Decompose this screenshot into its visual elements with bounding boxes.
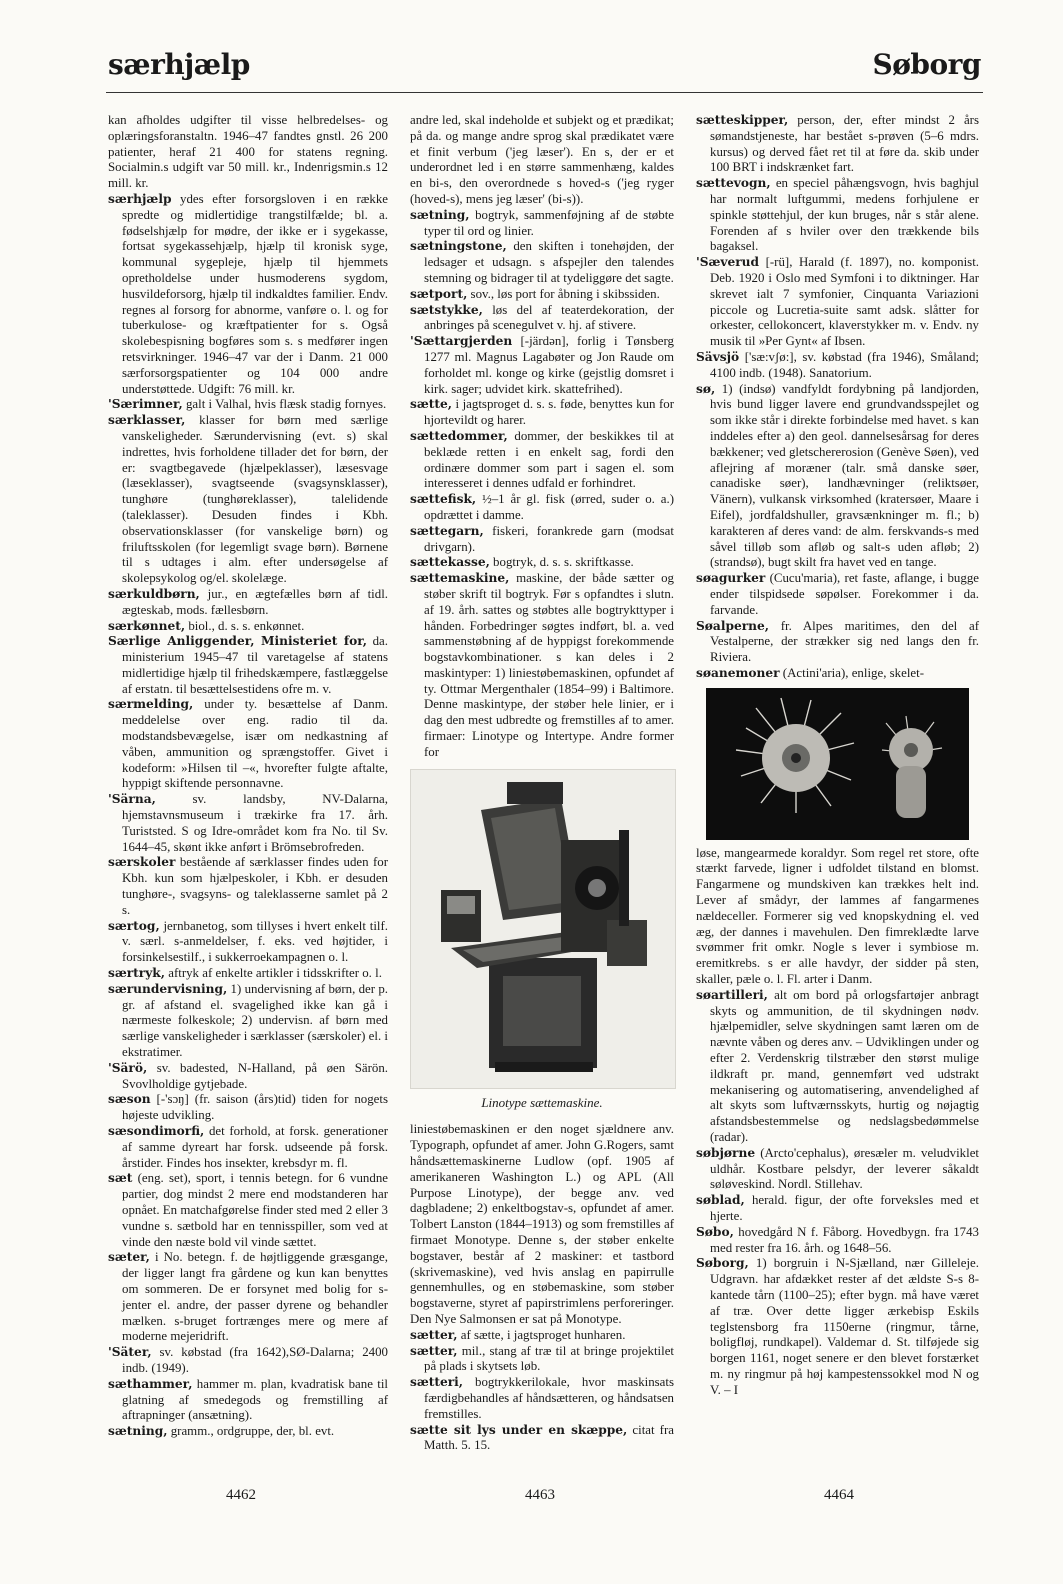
dictionary-entry xyxy=(108,634,388,697)
entry-headword: særklasser, xyxy=(108,413,186,428)
entry-text: (Arcto'cephalus), øresæler m. veludviklet uldhår. Kostbare pelsdyr, der leverer såkaldt søløveskind. Nordl. Stillehav. xyxy=(710,1145,979,1192)
entry-text: af sætte, i jagtsproget hunharen. xyxy=(457,1327,626,1342)
entry-headword: 'Særimner, xyxy=(108,397,183,412)
sea-anemone-illustration xyxy=(706,688,969,840)
entry-headword: sættefisk, xyxy=(410,492,477,507)
entry-headword: særskoler xyxy=(108,855,176,870)
entry-text: kan afholdes udgifter til visse helbredelses- og oplæringsforanstaltn. 1946–47 fandtes gnstl. 26 200 patienter, heraf 21 400 for statens regning. Socialmin.s udgift var 50 mill. kr., Indenrigsmin.s 12 mill. kr. xyxy=(108,113,388,191)
entry-text: herald. figur, der ofte forveksles med et hjerte. xyxy=(710,1193,979,1224)
entry-text: [-rü], Harald (f. 1897), no. komponist. Deb. 1920 i Oslo med Symfoni i to diktninger. Har skrevet ialt 7 symfonier, Cinquanta Variazioni piccole og Lucretia-suite samt adsk. slåtter for orkester, cellokoncert, klaverstykker m. v. Endv. ny musik til »Per Gynt« af Ibsen. xyxy=(710,255,979,349)
dictionary-entry xyxy=(108,697,388,792)
dictionary-entry xyxy=(108,1124,388,1171)
entry-text: bogtryk, sammenføjning af de støbte typer til ord og linier. xyxy=(424,207,674,238)
entry-headword: sættekasse, xyxy=(410,555,490,570)
entry-headword: sætstykke, xyxy=(410,302,483,317)
entry-text: den skiften i tonehøjden, der ledsager et udsagn. s afspejler den talendes stemning og bidrager til at tydeliggøre det sagte. xyxy=(424,239,674,285)
page-number-left: 4462 xyxy=(226,1487,256,1503)
dictionary-entry xyxy=(696,1146,979,1193)
dictionary-entry xyxy=(696,619,979,666)
entry-text: bogtrykkerilokale, hvor maskinsats færdigbehandles af håndsætteren, og håndsatsen fremstilles. xyxy=(424,1375,674,1421)
dictionary-entry xyxy=(410,524,674,556)
entry-headword: 'Särna, xyxy=(108,792,156,807)
entry-headword: sætning, xyxy=(108,1424,168,1439)
entry-headword: 'Säter, xyxy=(108,1345,152,1360)
entry-headword: sæthammer, xyxy=(108,1376,193,1391)
entry-text: sv. landsby, NV-Dalarna, hjemstavnsmuseum i trækirke fra 17. årh. Turiststed. S og Idre-området kom fra No. til Sv. 1644–45, skønt ikke anført i Brömsebrofreden. xyxy=(122,792,388,854)
dictionary-entry xyxy=(410,1375,674,1422)
dictionary-entry xyxy=(696,571,979,618)
dictionary-entry xyxy=(696,988,979,1146)
dictionary-entry xyxy=(108,1092,388,1124)
dictionary-entry xyxy=(108,855,388,918)
entry-text: maskine, der både sætter og støber skrift til bogtryk. Før s opfandtes i slutn. af 19. årh. sattes og støbtes alle bogtrykttyper i hånden. Forbedringer søgtes indført, bl. a. ved sammenstøbning af de hyppigst forekommende bogstavkombinationer. s kan deles i 2 maskintyper: 1) liniestøbemaskinen, opfundet af ty. Ottmar Mergenthaler (1854–99) i Baltimore. Denne maskintype, der støber hele linier, er i dag den mest udbredte og fremstilles af to amer. firmaer: Linotype og Intertype. Andre former for xyxy=(424,571,674,759)
dictionary-entry xyxy=(696,350,979,382)
entry-text: alt om bord på orlogsfartøjer anbragt skyts og ammunition, de til skydningen nødv. hjælpemidler, selve skydningen samt læren om de nævnte våben og deres anv. – Udviklingen under og efter 2. Verdenskrig tilstræber den størst mulige ildkraft pr. mand, gennemført ved udstrakt mekanisering og automatisering, anvendelighed af alt skyts som luftværnsskyts, hurtig og nøjagtig afstandsbestemmelse og nedslagsbedømmelse (radar). xyxy=(710,987,979,1145)
entry-text: ½–1 år gl. fisk (ørred, suder o. a.) opdrættet i damme. xyxy=(424,492,674,522)
running-head-right: Søborg xyxy=(872,48,981,81)
entry-headword: særtog, xyxy=(108,918,160,933)
entry-headword: sætte, xyxy=(410,397,453,412)
entry-text: klasser for børn med særlige vanskeligheder. Særundervisning (evt. s) skal indrettes, hvis forholdene tillader det for børn, der er: svagtbegavede (hjælpeklasser), læsesvage (læseklasser), svagtseende (svagsynsklasser), tunghøre (tunghøreklasser), talelidende (taleklasser). Desuden findes i Kbh. observationsklasser (for vanskelige børn) og friluftsskolen (for legemligt svage børn). Børnene til s udtages i alm. efter undersøgelse af skolepsykolog og/el. skolelæge. xyxy=(122,413,388,586)
entry-headword: sættevogn, xyxy=(696,176,771,191)
dictionary-entry xyxy=(696,666,979,682)
column-1 xyxy=(108,113,388,1440)
dictionary-entry xyxy=(410,571,674,761)
entry-headword: søanemoner xyxy=(696,665,780,680)
dictionary-entry xyxy=(410,492,674,524)
entry-text: gramm., ordgruppe, der, bl. evt. xyxy=(167,1424,335,1439)
entry-text: fiskeri, forankrede garn (modsat drivgarn). xyxy=(424,523,674,554)
entry-headword: sættemaskine, xyxy=(410,571,510,586)
entry-text: en speciel påhængsvogn, hvis baghjul har normalt luftgummi, medens forhjulene er spinkle støttehjul, der kun bruges, når s står alene. Forenden af s hviler over den trækkende bils bagaksel. xyxy=(710,176,979,254)
entry-text: (eng. set), sport, i tennis betegn. for 6 vundne partier, dog mindst 2 mere end modstanderen har opnået. En matchafgørelse finder sted med 2 eller 3 vundne s. sætbold har en tennisspiller, som ved at vinde den næste bold vil vinde sættet. xyxy=(122,1171,388,1249)
column-2 xyxy=(410,113,674,1454)
dictionary-entry xyxy=(108,919,388,966)
column-1-entries xyxy=(108,113,388,1440)
header-rule xyxy=(106,92,983,93)
page-number-right: 4464 xyxy=(824,1487,854,1503)
entry-text: sv. købstad (fra 1642),SØ-Dalarna; 2400 indb. (1949). xyxy=(122,1345,388,1375)
entry-headword: 'Sættargjerden xyxy=(410,334,513,349)
entry-text: jur., en ægtefælles børn af tidl. ægteskab, mods. fællesbørn. xyxy=(122,586,388,617)
entry-headword: søartilleri, xyxy=(696,987,768,1002)
dictionary-entry xyxy=(696,176,979,255)
dictionary-entry xyxy=(108,192,388,397)
dictionary-entry xyxy=(410,1328,674,1344)
dictionary-entry xyxy=(696,846,979,988)
entry-text: bogtryk, d. s. s. skriftkasse. xyxy=(489,555,634,570)
linotype-machine-image xyxy=(410,769,676,1089)
entry-headword: Søborg, xyxy=(696,1256,749,1271)
entry-text: jernbanetog, som tillyses i hvert enkelt tilf. v. særl. s-anmeldelser, f. eks. ved højtider, i forsinkelsestilf., i sukkerroekampagnen o. l. xyxy=(122,918,388,965)
entry-text: 1) borgruin i N-Sjælland, nær Gilleleje. Udgravn. har afdækket rester af det ældste S-s 8-kantede tårn (1100–25); efter bygn. må have været af træ. Over dette ligger ærkebisp Eskils teglstensborg fra 1150erne (ringmur, tårne, boligfløj, rundkapel). Valdemar d. St. tilføjede sig borgen 1161, noget senere er den blevet forstærket m. ny ringmur på høj kampestenssokkel mod N og V. – I xyxy=(710,1256,979,1397)
entry-text: sv. badested, N-Halland, på øen Särön. Svovlholdige gytjebade. xyxy=(122,1060,388,1091)
entry-headword: Søalperne, xyxy=(696,618,770,633)
entry-text: da. ministerium 1945–47 til varetagelse af statens midlertidige hjælp til frihedskæmpere, fastlæggelse af erstatn. til besættelsestidens ofre m. v. xyxy=(122,634,388,696)
entry-text: hammer m. plan, kvadratisk bane til glatning af smedegods og fremstilling af aftrapninger (ansætning). xyxy=(122,1376,388,1423)
dictionary-entry xyxy=(108,982,388,1061)
dictionary-entry xyxy=(410,239,674,286)
dictionary-entry xyxy=(410,303,674,335)
entry-text: sov., løs port for åbning i skibssiden. xyxy=(467,286,660,301)
entry-text: fr. Alpes maritimes, den del af Vestalperne, der strækker sig ned langs den fr. Riviera. xyxy=(710,618,979,665)
entry-text: person, der, efter mindst 2 års sømandstjeneste, har bestået s-prøven (5–6 mdrs. kursus) og derved fået ret til at føre da. skib under 100 BRT i indskrænket fart. xyxy=(710,113,979,175)
entry-text: 1) (indsø) vandfyldt fordybning på landjorden, hvis bund ligger lavere end grundvandsspejlet og som ikke står i direkte forbindelse med havet. s kan inddeles efter a) den geol. dannelsesårsag for deres bækkener; ved gletschererosion (Genève Søen), ved aflejring af moræner (talr. små danske søer, canadiske søer), landhævninger (reliktsøer, Vänern), vulkansk virksomhed (kratersøer, Maare i Eifel), jordfaldshuller, gravsænkninger m. fl.; b) karakteren af deres vand: de alm. ferskvands-s med såvel tilløb som afløb og salt-s uden afløb; 2) (strandsø), bugt skilt fra havet ved en tange. xyxy=(710,381,979,570)
dictionary-entry xyxy=(410,429,674,492)
entry-headword: særkuldbørn, xyxy=(108,586,200,601)
dictionary-entry xyxy=(108,1061,388,1093)
entry-headword: sætter, xyxy=(410,1327,458,1342)
entry-headword: sæter, xyxy=(108,1250,150,1265)
running-head-left: særhjælp xyxy=(108,48,250,81)
dictionary-entry xyxy=(108,792,388,855)
entry-text: [-'sɔŋ] (fr. saison (års)tid) tiden for nogets højeste udvikling. xyxy=(122,1092,388,1123)
entry-text: (Cucu'maria), ret faste, aflange, i bugge ender tilspidsede søpølser. Forekommer i da. farvande. xyxy=(710,571,979,617)
dictionary-entry xyxy=(410,287,674,303)
entry-text: løse, mangearmede koraldyr. Som regel ret store, ofte stærkt farvede, ligner i udfoldet tilstand en blomst. Fangarmene og mundskiven kan trækkes helt ind. Lever af smådyr, der lammes af fangarmenes nældeceller. Formerer sig ved knopskydning el. ved æg, der dannes i mavehulen. Den fimreklædte larve svømmer frit omkr. Nogle s lever i symbiose m. eremitkrebs. s er alle havdyr, der sidder på sten, skaller, pæle o. l. Fl. arter i Danm. xyxy=(696,845,979,987)
dictionary-entry xyxy=(696,1225,979,1257)
dictionary-entry xyxy=(108,1377,388,1424)
entry-headword: særkønnet, xyxy=(108,618,186,633)
dictionary-entry xyxy=(696,382,979,572)
entry-headword: sætningstone, xyxy=(410,239,507,254)
entry-headword: sætport, xyxy=(410,286,468,301)
entry-headword: sættegarn, xyxy=(410,523,484,538)
entry-headword: særtryk, xyxy=(108,966,165,981)
entry-headword: Søbo, xyxy=(696,1224,734,1239)
entry-headword: sætter, xyxy=(410,1343,458,1358)
column-3 xyxy=(696,113,979,1399)
entry-headword: søbjørne xyxy=(696,1145,756,1160)
entry-headword: Sävsjö xyxy=(696,349,740,364)
entry-headword: 'Sæverud xyxy=(696,255,760,270)
entry-headword: sæsondimorfi, xyxy=(108,1124,205,1138)
entry-text: 1) undervisning af børn, der p. gr. af afstand el. svagelighed ikke kan gå i nærmeste folkeskole; 2) undervisn. af børn med særlige vanskeligheder i særklasser (særskoler) el. i ekstratimer. xyxy=(122,981,388,1060)
entry-text: under ty. besættelse af Danm. meddelelse over eng. radio til da. modstandsbevægelse, især om nedkastning af våben, ammunition og sprængstoffer. Givet i kodeform: »Hilsen til –«, hvorefter fulgte aftalte, hyppigt skiftende personnavne. xyxy=(122,697,388,791)
column-3-top-entries xyxy=(696,113,979,682)
dictionary-entry xyxy=(108,113,388,192)
dictionary-entry xyxy=(108,1345,388,1377)
entry-headword: sættedommer, xyxy=(410,428,508,443)
dictionary-entry xyxy=(696,1193,979,1225)
dictionary-entry xyxy=(108,1250,388,1345)
entry-text: galt i Valhal, hvis flæsk stadig fornyes. xyxy=(182,397,387,412)
entry-headword: sætteri, xyxy=(410,1375,464,1390)
column-2-bottom-entries xyxy=(410,1122,674,1454)
dictionary-entry xyxy=(108,619,388,635)
entry-text: [-järdən], forlig i Tønsberg 1277 ml. Magnus Lagabøter og Jon Raude om forholdet ml. konge og kirke (gejstlig domsret i kirk. sager; udvidet kirk. skattefrihed). xyxy=(424,334,674,396)
entry-text: det forhold, at forsk. generationer af samme dyreart har forsk. udseende på forsk. årstider. Findes hos insekter, krebsdyr m. fl. xyxy=(122,1124,388,1170)
dictionary-entry xyxy=(410,1344,674,1376)
entry-headword: Særlige Anliggender, Ministeriet for, xyxy=(108,634,368,649)
dictionary-entry xyxy=(696,255,979,350)
entry-headword: sætning, xyxy=(410,207,470,222)
dictionary-entry xyxy=(696,1256,979,1398)
entry-headword: søagurker xyxy=(696,571,766,586)
entry-text: andre led, skal indeholde et subjekt og et prædikat; på da. og mange andre sprog skal prædikatet være et finit verbum ('jeg læser'). En s, der er et underordnet led i en større sammenhæng, kaldes en bi-s, den overordnede s hoved-s ('jeg ryger (hoved-s), mens jeg læser' (bi-s)). xyxy=(410,113,674,206)
entry-headword: sæt xyxy=(108,1171,133,1186)
dictionary-entry xyxy=(410,1423,674,1455)
dictionary-entry xyxy=(108,397,388,413)
entry-headword: særmelding, xyxy=(108,697,194,712)
entry-text: i jagtsproget d. s. s. føde, benyttes kun for hjortevildt og harer. xyxy=(424,397,674,428)
column-2-top-entries xyxy=(410,113,674,761)
entry-headword: sæson xyxy=(108,1092,151,1107)
entry-text: dommer, der beskikkes til at beklæde retten i en enkelt sag, fordi den ordinære dommer som part i sagen el. som interesseret i dennes udfald er forhindret. xyxy=(424,428,674,491)
entry-text: ['sæ:vʃø:], sv. købstad (fra 1946), Småland; 4100 indb. (1948). Sanatorium. xyxy=(710,349,979,380)
entry-text: i No. betegn. f. de højtliggende græsgange, der ligger langt fra gårdene og kun kan benyttes om sommeren. De er forsynet med bolig for s-jenter el. andre, der passer dyrene og behandler mælken. s-bruget fortrænges mere og mere af moderne mejeridrift. xyxy=(122,1250,388,1344)
dictionary-entry xyxy=(410,334,674,397)
entry-headword: sø, xyxy=(696,381,716,396)
dictionary-entry xyxy=(410,555,674,571)
dictionary-entry xyxy=(410,208,674,240)
linotype-illustration xyxy=(411,770,675,1088)
dictionary-entry xyxy=(410,1122,674,1327)
dictionary-entry xyxy=(108,1424,388,1440)
entry-headword: særundervisning, xyxy=(108,981,228,996)
entry-text: liniestøbemaskinen er den noget sjældnere anv. Typograph, opfundet af amer. John G.Rogers, samt håndsættemaskinerne Ludlow (opf. 1905 af amerikaneren Washington L.) og APL (All Purpose Linotype), der begge anv. ved dagbladene; 2) enkeltbogstav-s, opfundet af amer. Tolbert Lanston (1844–1913) og som fremstilles af firmaet Monotype. Denne s, der støber enkelte bogstaver, består af 2 maskiner: et tastbord (skrivemaskine), ved hvis anslag en papirrulle gennemhulles, og en støbemaskine, som støber bogstaverne, styret af papirstrimlens perforeringer. Den Nye Salmonsen er sat på Monotype. xyxy=(410,1122,674,1327)
entry-text: løs del af teaterdekoration, der anbringes på scenegulvet v. hj. af stivere. xyxy=(424,302,674,333)
entry-text: mil., stang af træ til at bringe projektilet på plads i skytsets løb. xyxy=(424,1343,674,1374)
entry-headword: sætteskipper, xyxy=(696,113,789,127)
entry-text: hovedgård N f. Fåborg. Hovedbygn. fra 1743 med rester fra 16. årh. og 1648–56. xyxy=(710,1224,979,1255)
entry-text: (Actini'aria), enlige, skelet- xyxy=(779,665,924,680)
dictionary-entry xyxy=(108,1171,388,1250)
dictionary-entry xyxy=(108,966,388,982)
entry-headword: 'Särö, xyxy=(108,1060,148,1075)
entry-text: citat fra Matth. 5. 15. xyxy=(424,1422,674,1453)
dictionary-entry xyxy=(696,113,979,176)
dictionary-entry xyxy=(108,587,388,619)
dictionary-entry xyxy=(410,397,674,429)
entry-headword: sætte sit lys under en skæppe, xyxy=(410,1422,628,1437)
entry-headword: særhjælp xyxy=(108,191,172,206)
column-3-bottom-entries xyxy=(696,846,979,1399)
figure-caption: Linotype sættemaskine. xyxy=(481,1094,603,1110)
sea-anemone-image xyxy=(706,688,969,840)
page-number-middle: 4463 xyxy=(525,1487,555,1503)
entry-text: ydes efter forsorgsloven i en række spredte og midlertidige trangstilfælde; bl. a. fødselshjælp for mødre, der ikke er i sygekasse, fortsat sygekassehjælp, hjælp til kronisk syge, kommunal sygepleje, hjælp til hjemmets opretholdelse under husmoderens sygdom, husvildeforsorg, hjælp til indkaldtes familier. Endv. regnes al forsorg for abnorme, vanføre o. l. og for tuberkulose- og kræftpatienter for s. Også skolebespisning bogføres som s. s medfører ingen retsvirkninger. 1946–47 var der i Danm. 21 000 særforsorgspatienter og 104 000 andre understøttede. Udgift: 76 mill. kr. xyxy=(122,191,388,396)
entry-text: biol., d. s. s. enkønnet. xyxy=(185,618,305,633)
entry-headword: søblad, xyxy=(696,1193,745,1208)
entry-text: aftryk af enkelte artikler i tidsskrifter o. l. xyxy=(165,966,382,981)
dictionary-entry xyxy=(108,413,388,587)
entry-text: bestående af særklasser findes uden for Kbh. kun som hjælpeskoler, i Kbh. er desuden tunghøre-, svagsyns- og taleklasserne samlet på 2 s. xyxy=(122,855,388,917)
dictionary-entry xyxy=(410,113,674,208)
